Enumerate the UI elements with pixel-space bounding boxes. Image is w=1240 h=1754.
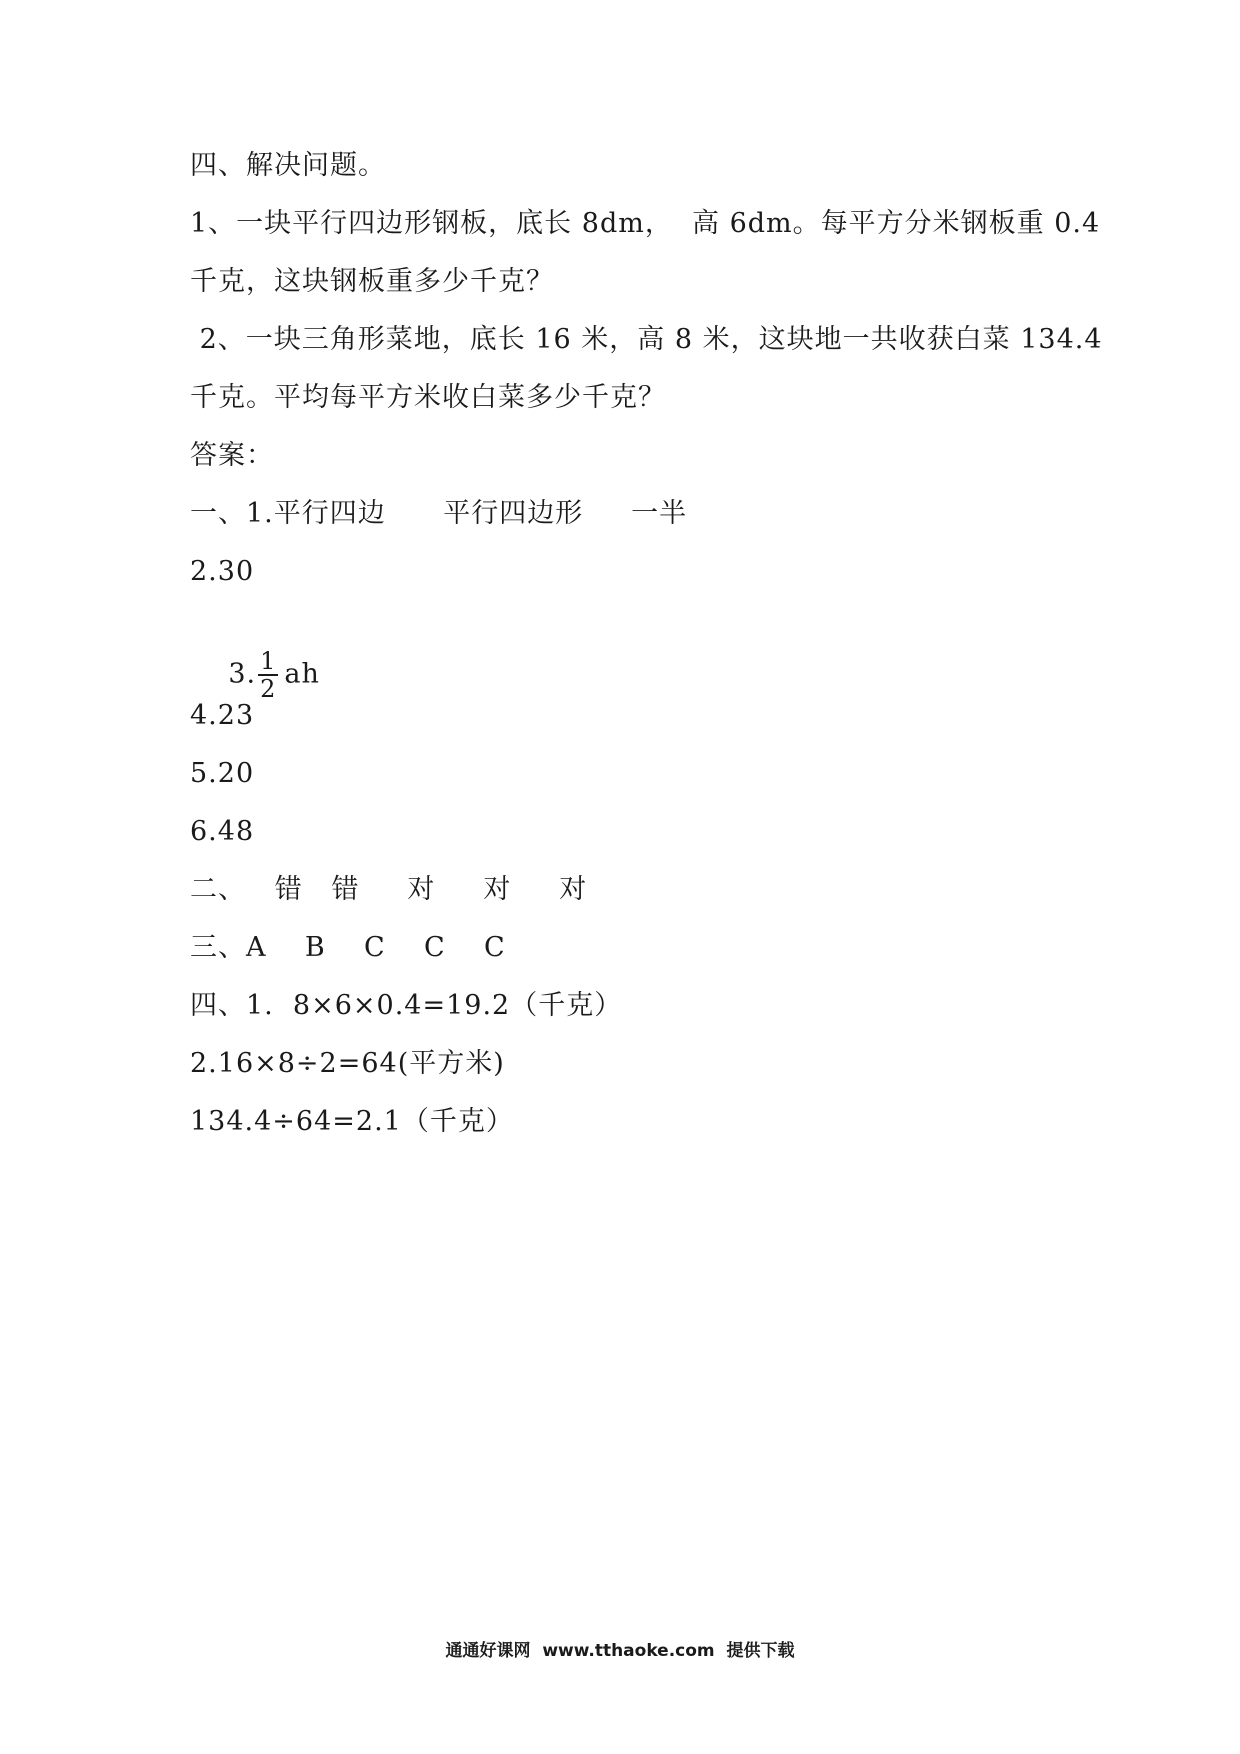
answer-part1-5: 5.20 (190, 758, 255, 789)
answer-3-prefix: 3. (228, 658, 257, 690)
question-2-line-2: 千克。平均每平方米收白菜多少千克？ (190, 382, 666, 413)
question-1-line-2: 千克，这块钢板重多少千克？ (190, 266, 554, 297)
answer-part4-2: 2.16×8÷2=64(平方米) (190, 1048, 505, 1079)
answer-part4-3: 134.4÷64=2.1（千克） (190, 1106, 514, 1137)
answer-part1-2: 2.30 (190, 556, 255, 587)
fraction (258, 648, 278, 702)
answers-heading: 答案： (190, 440, 274, 471)
question-2-line-1: 2、一块三角形菜地，底长 16 米，高 8 米，这块地一共收获白菜 134.4 (190, 324, 1103, 355)
answer-3-suffix: ah (284, 658, 320, 690)
answer-part2: 二、 错 错 对 对 对 (190, 874, 588, 905)
answer-part1-1: 一、1.平行四边 平行四边形 一半 (190, 498, 688, 529)
section-heading: 四、解决问题。 (190, 150, 386, 181)
question-1-line-1: 1、一块平行四边形钢板，底长 8dm， 高 6dm。每平方分米钢板重 0.4 (190, 208, 1101, 239)
answer-part1-6: 6.48 (190, 816, 255, 847)
answer-part4-1: 四、1. 8×6×0.4=19.2（千克） (190, 990, 623, 1021)
answer-part3: 三、A B C C C (190, 932, 506, 963)
fraction-denominator: 2 (260, 675, 277, 703)
answer-part1-4: 4.23 (190, 700, 255, 731)
footer-watermark: 通通好课网 www.tthaoke.com 提供下载 (445, 1641, 795, 1661)
fraction-numerator: 1 (260, 647, 277, 675)
